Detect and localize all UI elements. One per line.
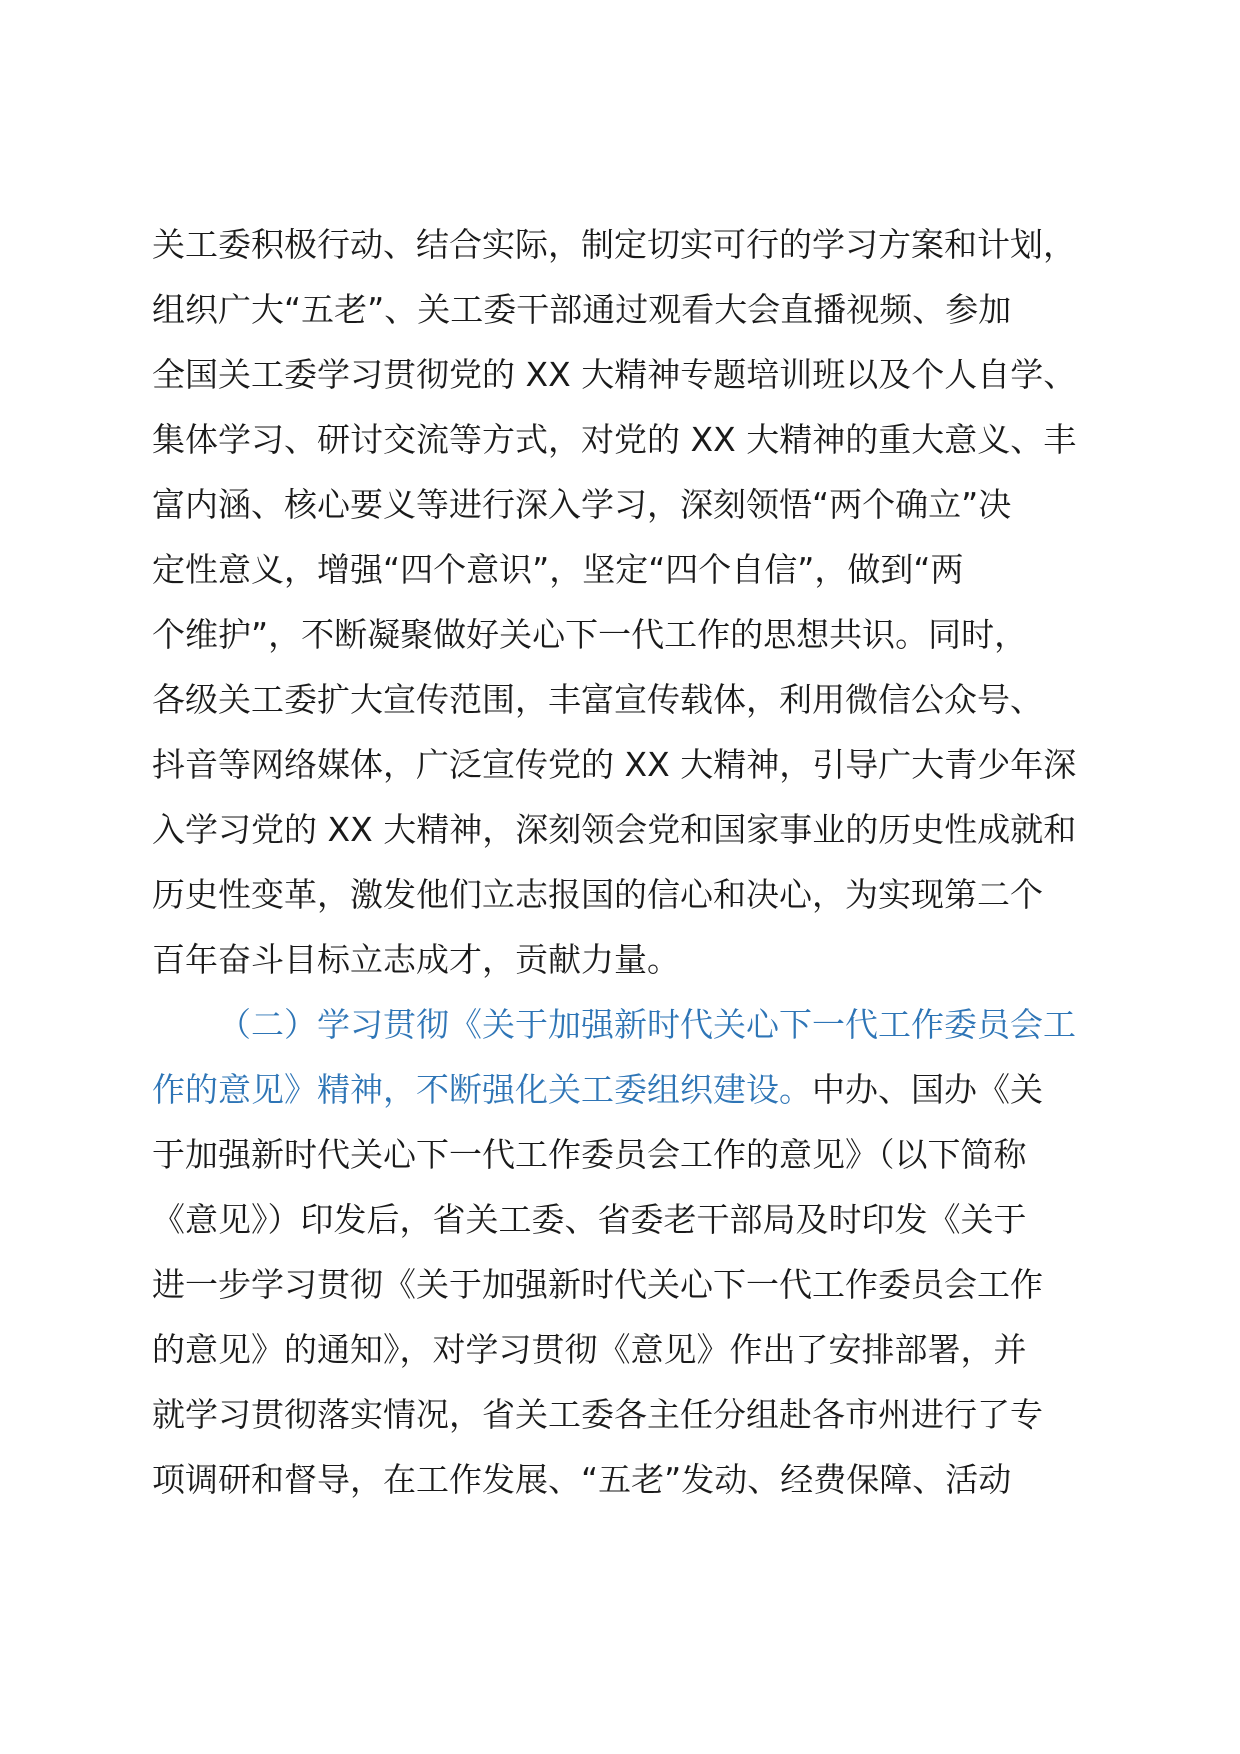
text-line: 各级关工委扩大宣传范围，丰富宣传载体，利用微信公众号、 <box>152 680 1043 719</box>
text-line: 全国关工委学习贯彻党的 XX 大精神专题培训班以及个人自学、 <box>152 355 1077 394</box>
text-line: 入学习党的 XX 大精神，深刻领会党和国家事业的历史性成就和 <box>152 810 1077 849</box>
text-line: 项调研和督导，在工作发展、“五老”发动、经费保障、活动 <box>152 1460 1012 1499</box>
section-heading-continued: 作的意见》精神，不断强化关工委组织建设。 <box>152 1070 812 1109</box>
text-span: 中办、国办《关 <box>812 1070 1043 1109</box>
section-heading: （二）学习贯彻《关于加强新时代关心下一代工作委员会工 <box>218 1005 1076 1044</box>
text-line: 富内涵、核心要义等进行深入学习，深刻领悟“两个确立”决 <box>152 485 1012 524</box>
paragraph-2 <box>152 992 1092 1512</box>
text-line: 关工委积极行动、结合实际，制定切实可行的学习方案和计划， <box>152 225 1076 264</box>
section-heading-line <box>152 992 1092 1057</box>
text-line: 《意见》）印发后，省关工委、省委老干部局及时印发《关于 <box>152 1200 1027 1239</box>
text-line: 百年奋斗目标立志成才，贡献力量。 <box>152 940 680 979</box>
text-line: 进一步学习贯彻《关于加强新时代关心下一代工作委员会工作 <box>152 1265 1043 1304</box>
text-line: 历史性变革，激发他们立志报国的信心和决心，为实现第二个 <box>152 875 1043 914</box>
text-line: 就学习贯彻落实情况，省关工委各主任分组赴各市州进行了专 <box>152 1395 1043 1434</box>
text-line: 于加强新时代关心下一代工作委员会工作的意见》（以下简称 <box>152 1135 1027 1174</box>
text-line: 定性意义，增强“四个意识”，坚定“四个自信”，做到“两 <box>152 550 964 589</box>
text-line: 抖音等网络媒体，广泛宣传党的 XX 大精神，引导广大青少年深 <box>152 745 1077 784</box>
text-line: 集体学习、研讨交流等方式，对党的 XX 大精神的重大意义、丰 <box>152 420 1077 459</box>
text-line: 的意见》的通知》，对学习贯彻《意见》作出了安排部署，并 <box>152 1330 1027 1369</box>
text-line: 个维护”，不断凝聚做好关心下一代工作的思想共识。同时， <box>152 615 1028 654</box>
text-line: 组织广大“五老”、关工委干部通过观看大会直播视频、参加 <box>152 290 1012 329</box>
text-line <box>152 1057 1092 1122</box>
paragraph-1 <box>152 212 1092 992</box>
document-body <box>152 212 1092 1512</box>
